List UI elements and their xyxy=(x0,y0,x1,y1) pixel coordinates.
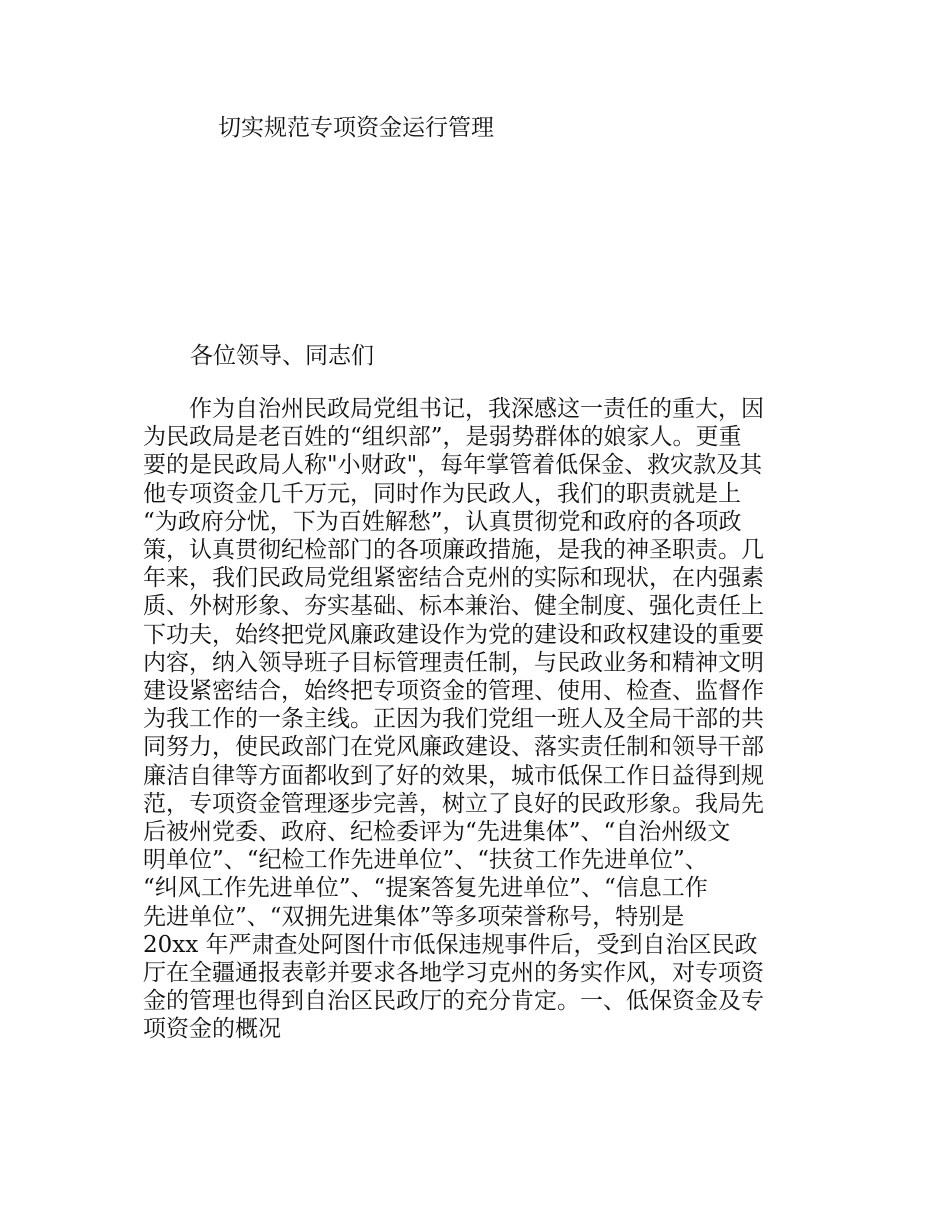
body-line: 策，认真贯彻纪检部门的各项廉政措施，是我的神圣职责。几 xyxy=(143,537,764,564)
body-line: 建设紧密结合，始终把专项资金的管理、使用、检查、监督作 xyxy=(143,678,764,705)
body-line: “纠风工作先进单位”、“提案答复先进单位”、“信息工作 xyxy=(143,875,708,902)
body-line: 作为自治州民政局党组书记，我深感这一责任的重大，因 xyxy=(143,396,764,422)
body-line: 下功夫，始终把党风廉政建设作为党的建设和政权建设的重要 xyxy=(143,621,764,648)
body-line: 质、外树形象、夯实基础、标本兼治、健全制度、强化责任上 xyxy=(143,593,764,620)
body-line: 20xx 年严肃查处阿图什市低保违规事件后，受到自治区民政 xyxy=(143,931,758,958)
body-line: 范，专项资金管理逐步完善，树立了良好的民政形象。我局先 xyxy=(143,790,764,817)
body-line: 为我工作的一条主线。正因为我们党组一班人及全局干部的共 xyxy=(143,706,764,733)
body-line: 同努力，使民政部门在党风廉政建设、落实责任制和领导干部 xyxy=(143,734,764,761)
body-line: 厅在全疆通报表彰并要求各地学习克州的务实作风，对专项资 xyxy=(143,960,764,987)
document-title: 切实规范专项资金运行管理 xyxy=(218,115,494,141)
body-line: 廉洁自律等方面都收到了好的效果，城市低保工作日益得到规 xyxy=(143,762,764,789)
body-paragraph xyxy=(143,395,819,1044)
body-line: 年来，我们民政局党组紧密结合克州的实际和现状，在内强素 xyxy=(143,565,764,592)
body-line: 金的管理也得到自治区民政厅的充分肯定。一、低保资金及专 xyxy=(143,988,764,1015)
body-line: 要的是民政局人称"小财政"，每年掌管着低保金、救灾款及其 xyxy=(143,452,763,479)
body-line: 后被州党委、政府、纪检委评为“先进集体”、“自治州级文 xyxy=(143,819,731,846)
body-line: 明单位”、“纪检工作先进单位”、“扶贫工作先进单位”、 xyxy=(143,847,708,874)
salutation: 各位领导、同志们 xyxy=(190,343,374,369)
body-line: 他专项资金几千万元，同时作为民政人，我们的职责就是上 xyxy=(143,480,741,507)
body-line: 先进单位”、“双拥先进集体”等多项荣誉称号，特别是 xyxy=(143,903,685,930)
body-line: 项资金的概况 xyxy=(143,1016,281,1043)
body-line: “为政府分忧，下为百姓解愁”，认真贯彻党和政府的各项政 xyxy=(143,508,742,535)
body-line: 为民政局是老百姓的“组织部”，是弱势群体的娘家人。更重 xyxy=(143,424,742,451)
body-line: 内容，纳入领导班子目标管理责任制，与民政业务和精神文明 xyxy=(143,649,764,676)
